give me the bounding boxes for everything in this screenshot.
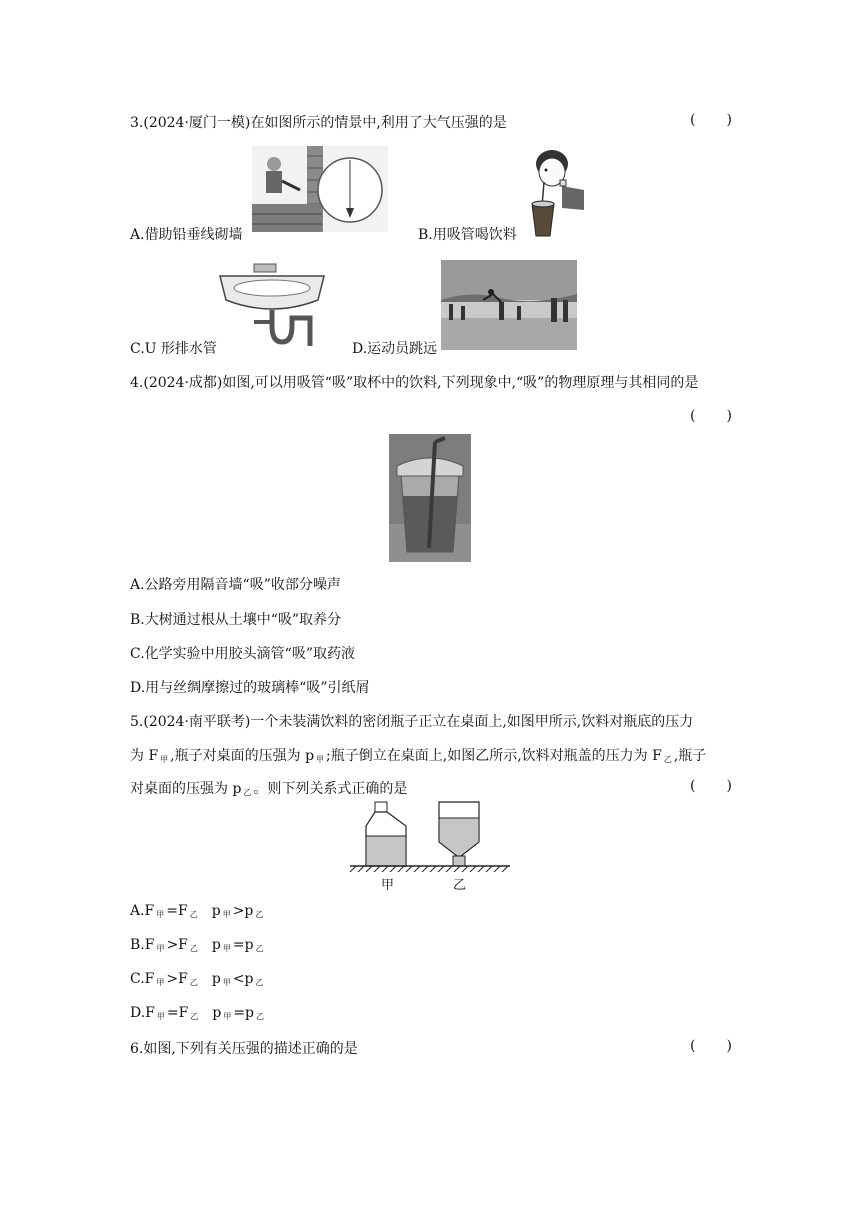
q5-option-c: C.F $_甲$ >F $_乙$ p $_甲$ <p $_乙$ xyxy=(130,971,264,987)
q5-stem-line-3: 对桌面的压强为 p $_乙$ 。则下列关系式正确的是 xyxy=(130,781,408,797)
q3-figure-c-u-shaped-drain xyxy=(218,262,326,352)
q3-option-b: B.用吸管喝饮料 xyxy=(418,227,517,243)
q5-stem-line-2: 为 F $_甲$ ,瓶子对桌面的压强为 p $_甲$ ;瓶子倒立在桌面上,如图乙所示,饮料对瓶盖的压力为 F $_乙$ ,瓶子 xyxy=(130,748,707,764)
q3-option-c: C.U 形排水管 xyxy=(130,341,217,357)
q5-answer-bracket: ( ) xyxy=(690,778,732,794)
q3-option-d: D.运动员跳远 xyxy=(352,341,438,357)
q4-option-c: C.化学实验中用胶头滴管“吸”取药液 xyxy=(130,646,355,662)
q5-figure-bottles-upright-inverted xyxy=(346,800,512,872)
q4-option-a: A.公路旁用隔音墙“吸”收部分噪声 xyxy=(130,577,341,593)
q3-answer-bracket: ( ) xyxy=(690,112,732,128)
q5-figure-label-jia: 甲 xyxy=(381,878,395,893)
q5-figure-label-yi: 乙 xyxy=(453,878,467,893)
q3-figure-b-drinking-straw xyxy=(524,146,586,238)
q5-option-a: A.F $_甲$ =F $_乙$ p $_甲$ >p $_乙$ xyxy=(130,903,264,919)
q3-stem: 3.(2024·厦门一模)在如图所示的情景中,利用了大气压强的是 xyxy=(130,115,507,131)
q3-figure-d-long-jump-photo xyxy=(441,260,577,350)
q4-figure-cup-with-straw-photo xyxy=(389,434,471,562)
q5-option-d: D.F $_甲$ =F $_乙$ p $_甲$ =p $_乙$ xyxy=(130,1005,265,1021)
q4-answer-bracket: ( ) xyxy=(690,408,732,424)
q6-stem: 6.如图,下列有关压强的描述正确的是 xyxy=(130,1041,358,1057)
q5-stem-line-1: 5.(2024·南平联考)一个未装满饮料的密闭瓶子正立在桌面上,如图甲所示,饮料对瓶底的压力 xyxy=(130,714,694,730)
q4-stem: 4.(2024·成都)如图,可以用吸管“吸”取杯中的饮料,下列现象中,“吸”的物理原理与其相同的是 xyxy=(130,375,699,391)
q4-option-b: B.大树通过根从土壤中“吸”取养分 xyxy=(130,612,342,628)
q4-option-d: D.用与丝绸摩擦过的玻璃棒“吸”引纸屑 xyxy=(130,680,370,696)
q3-figure-a-plumb-line-wall xyxy=(252,146,388,232)
q5-option-b: B.F $_甲$ >F $_乙$ p $_甲$ =p $_乙$ xyxy=(130,937,264,953)
q3-option-a: A.借助铅垂线砌墙 xyxy=(130,227,243,243)
q6-answer-bracket: ( ) xyxy=(690,1038,732,1054)
